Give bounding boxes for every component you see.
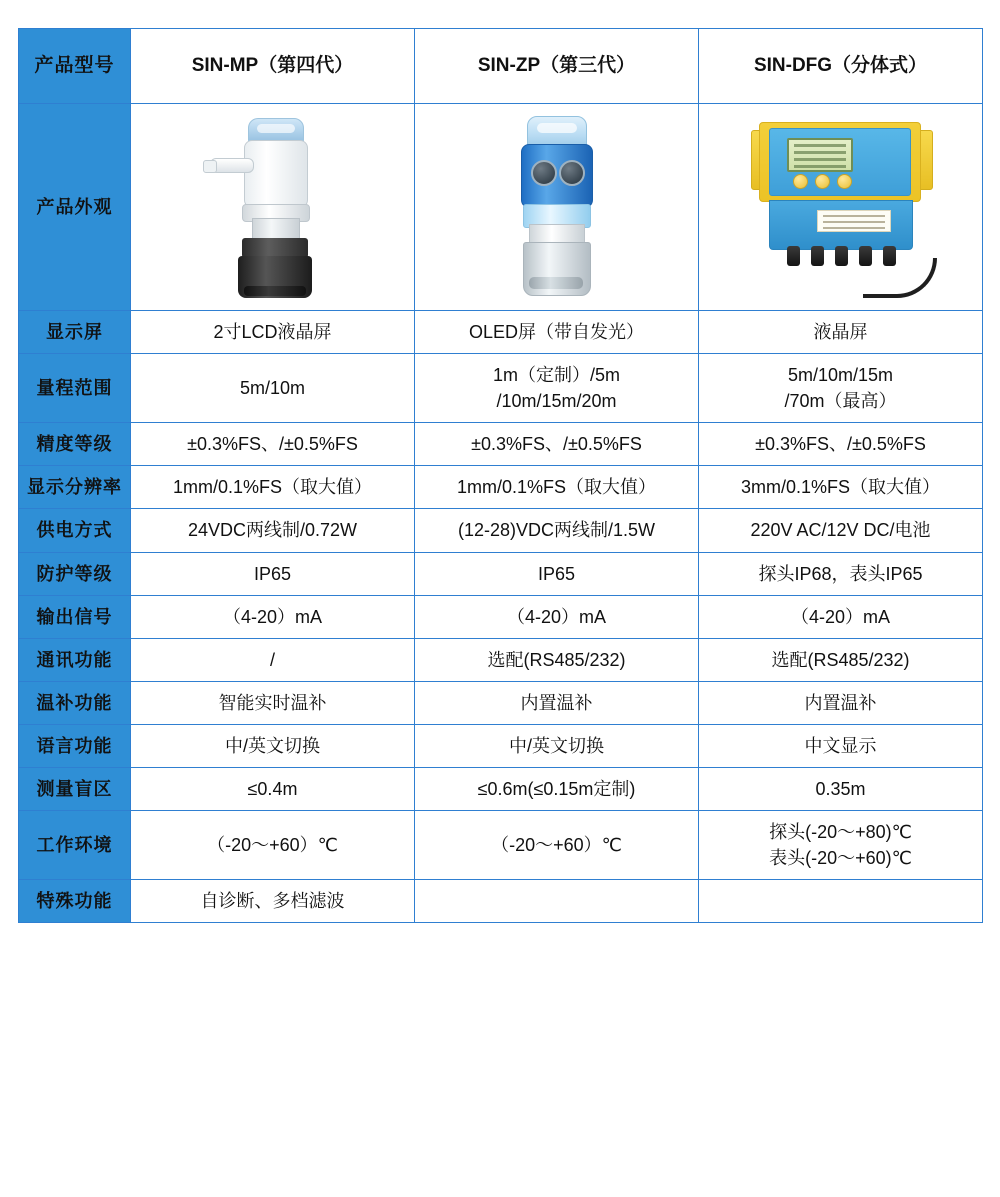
cell-temp-compensation-zp: 内置温补 bbox=[415, 681, 699, 724]
row-label-special: 特殊功能 bbox=[19, 880, 131, 923]
header-model-2: SIN-ZP（第三代） bbox=[415, 29, 699, 104]
table-row-accuracy bbox=[19, 423, 983, 466]
row-label-blind-zone: 测量盲区 bbox=[19, 768, 131, 811]
cell-communication-mp: / bbox=[131, 638, 415, 681]
cell-display-zp: OLED屏（带自发光） bbox=[415, 311, 699, 354]
row-label-appearance: 产品外观 bbox=[19, 104, 131, 311]
cell-resolution-mp: 1mm/0.1%FS（取大值） bbox=[131, 466, 415, 509]
cell-accuracy-dfg: ±0.3%FS、/±0.5%FS bbox=[699, 423, 983, 466]
table-header-row bbox=[19, 29, 983, 104]
cell-output-dfg: （4-20）mA bbox=[699, 595, 983, 638]
table-row-language bbox=[19, 724, 983, 767]
header-model-1: SIN-MP（第四代） bbox=[131, 29, 415, 104]
table-row-protection bbox=[19, 552, 983, 595]
cell-blind-zone-dfg: 0.35m bbox=[699, 768, 983, 811]
cell-temp-compensation-mp: 智能实时温补 bbox=[131, 681, 415, 724]
cell-accuracy-zp: ±0.3%FS、/±0.5%FS bbox=[415, 423, 699, 466]
header-label: 产品型号 bbox=[19, 29, 131, 104]
table-row-special bbox=[19, 880, 983, 923]
cell-environment-mp: （-20～+60）℃ bbox=[131, 811, 415, 880]
table-row-power bbox=[19, 509, 983, 552]
cell-output-mp: （4-20）mA bbox=[131, 595, 415, 638]
row-label-environment: 工作环境 bbox=[19, 811, 131, 880]
cell-language-mp: 中/英文切换 bbox=[131, 724, 415, 767]
table-row-range bbox=[19, 354, 983, 423]
row-label-communication: 通讯功能 bbox=[19, 638, 131, 681]
cell-special-dfg bbox=[699, 880, 983, 923]
cell-protection-mp: IP65 bbox=[131, 552, 415, 595]
table-row-environment bbox=[19, 811, 983, 880]
cell-blind-zone-mp: ≤0.4m bbox=[131, 768, 415, 811]
product-image-dfg bbox=[699, 104, 983, 311]
header-model-3: SIN-DFG（分体式） bbox=[699, 29, 983, 104]
cell-language-dfg: 中文显示 bbox=[699, 724, 983, 767]
cell-blind-zone-zp: ≤0.6m(≤0.15m定制) bbox=[415, 768, 699, 811]
table-row-blind-zone bbox=[19, 768, 983, 811]
row-label-accuracy: 精度等级 bbox=[19, 423, 131, 466]
row-label-temp-compensation: 温补功能 bbox=[19, 681, 131, 724]
product-image-zp bbox=[415, 104, 699, 311]
cell-protection-zp: IP65 bbox=[415, 552, 699, 595]
cell-resolution-dfg: 3mm/0.1%FS（取大值） bbox=[699, 466, 983, 509]
cell-range-dfg: 5m/10m/15m /70m（最高） bbox=[699, 354, 983, 423]
table-row-appearance bbox=[19, 104, 983, 311]
cell-environment-zp: （-20～+60）℃ bbox=[415, 811, 699, 880]
product-image-mp bbox=[131, 104, 415, 311]
table-row-communication bbox=[19, 638, 983, 681]
row-label-resolution: 显示分辨率 bbox=[19, 466, 131, 509]
cell-range-zp: 1m（定制）/5m /10m/15m/20m bbox=[415, 354, 699, 423]
cell-accuracy-mp: ±0.3%FS、/±0.5%FS bbox=[131, 423, 415, 466]
ultrasonic-sensor-blue-icon bbox=[497, 116, 617, 298]
cell-display-dfg: 液晶屏 bbox=[699, 311, 983, 354]
cell-temp-compensation-dfg: 内置温补 bbox=[699, 681, 983, 724]
cell-special-mp: 自诊断、多档滤波 bbox=[131, 880, 415, 923]
table-row-temp-compensation bbox=[19, 681, 983, 724]
cell-range-mp: 5m/10m bbox=[131, 354, 415, 423]
cell-display-mp: 2寸LCD液晶屏 bbox=[131, 311, 415, 354]
cell-protection-dfg: 探头IP68，表头IP65 bbox=[699, 552, 983, 595]
row-label-language: 语言功能 bbox=[19, 724, 131, 767]
row-label-output: 输出信号 bbox=[19, 595, 131, 638]
cell-power-dfg: 220V AC/12V DC/电池 bbox=[699, 509, 983, 552]
cell-communication-dfg: 选配(RS485/232) bbox=[699, 638, 983, 681]
product-comparison-table bbox=[18, 28, 983, 923]
ultrasonic-sensor-white-icon bbox=[208, 118, 338, 298]
table-row-resolution bbox=[19, 466, 983, 509]
cell-language-zp: 中/英文切换 bbox=[415, 724, 699, 767]
split-type-transmitter-box-icon bbox=[743, 118, 939, 298]
table-row-display bbox=[19, 311, 983, 354]
cell-resolution-zp: 1mm/0.1%FS（取大值） bbox=[415, 466, 699, 509]
cell-communication-zp: 选配(RS485/232) bbox=[415, 638, 699, 681]
row-label-range: 量程范围 bbox=[19, 354, 131, 423]
cell-special-zp bbox=[415, 880, 699, 923]
cell-power-mp: 24VDC两线制/0.72W bbox=[131, 509, 415, 552]
row-label-power: 供电方式 bbox=[19, 509, 131, 552]
table-row-output bbox=[19, 595, 983, 638]
cell-output-zp: （4-20）mA bbox=[415, 595, 699, 638]
row-label-protection: 防护等级 bbox=[19, 552, 131, 595]
cell-environment-dfg: 探头(-20～+80)℃ 表头(-20～+60)℃ bbox=[699, 811, 983, 880]
cell-power-zp: (12-28)VDC两线制/1.5W bbox=[415, 509, 699, 552]
row-label-display: 显示屏 bbox=[19, 311, 131, 354]
